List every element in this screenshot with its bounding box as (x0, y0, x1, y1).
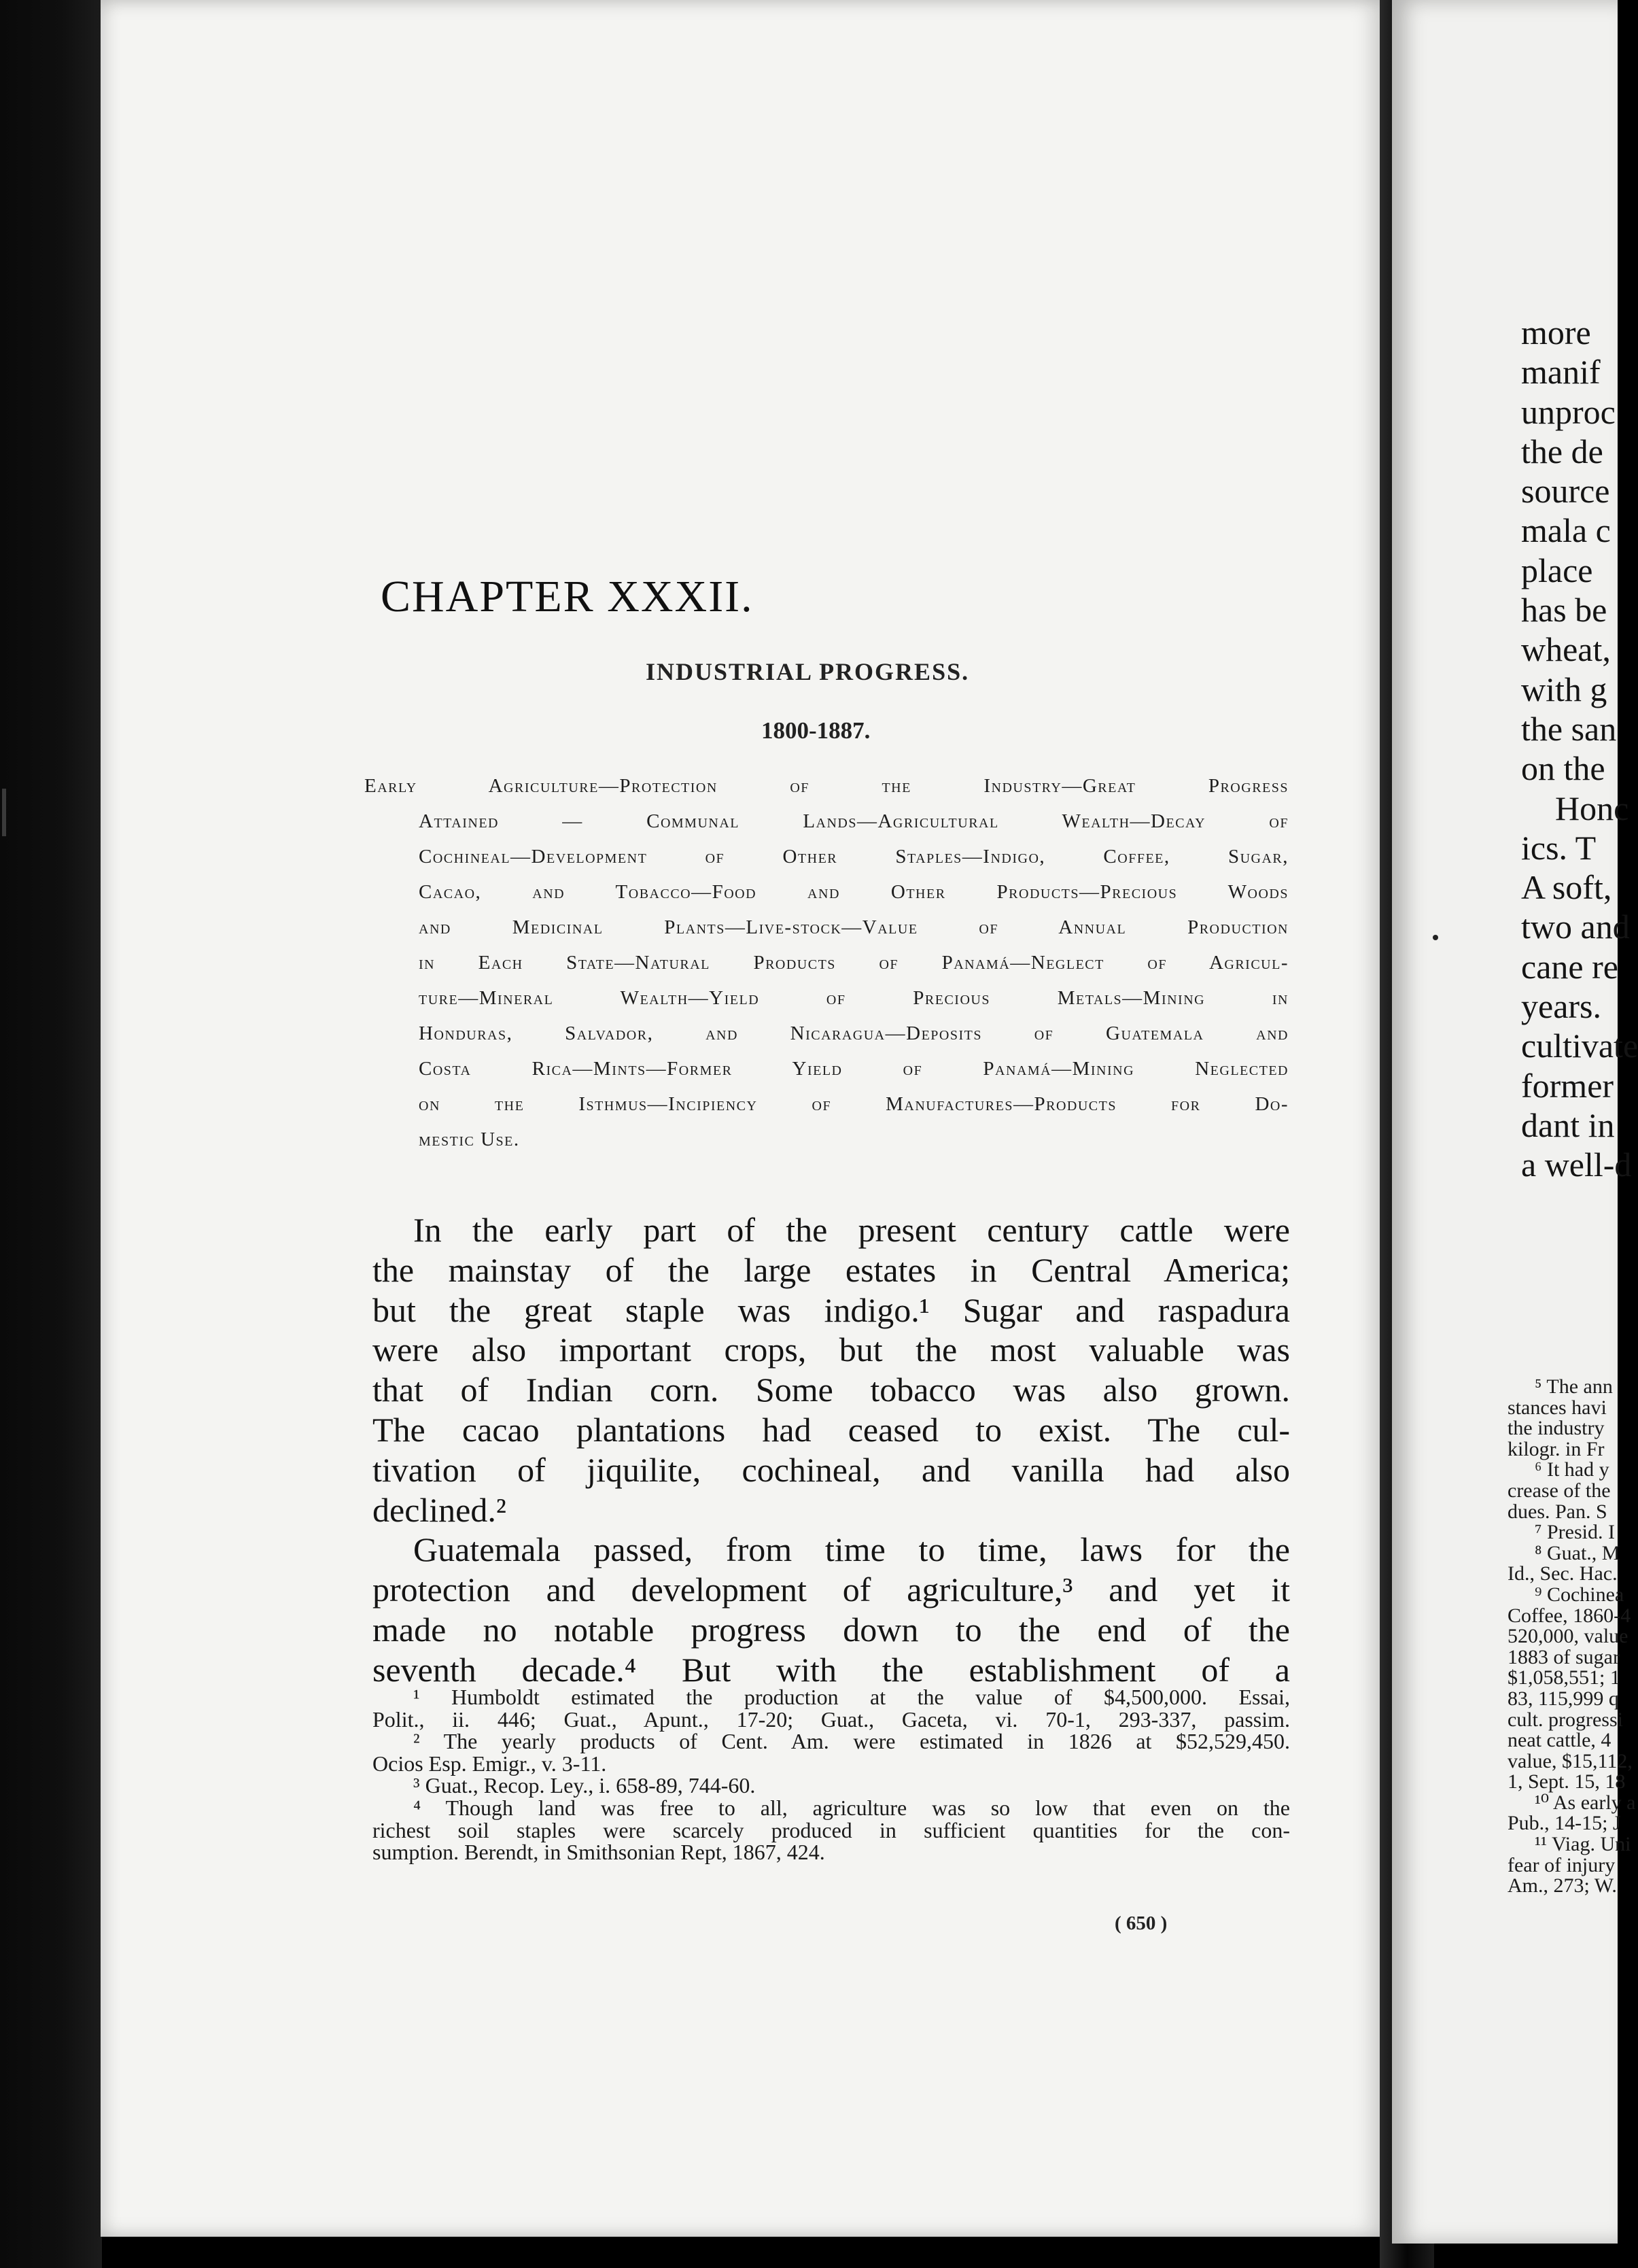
chapter-title: CHAPTER XXXII. (381, 572, 754, 621)
body-line: unproc (1521, 392, 1616, 431)
body-line: more (1521, 313, 1591, 351)
body-line: The cacao plantations had ceased to exist. The cul- (372, 1410, 1290, 1449)
body-line: the de (1521, 432, 1603, 470)
body-line: with g (1521, 670, 1607, 708)
scan-speck (1433, 935, 1438, 940)
footnote-line: 1, Sept. 15, 18 (1508, 1770, 1626, 1793)
synopsis-line: mestic Use. (419, 1129, 520, 1150)
footnote-line: Am., 273; W. (1508, 1874, 1617, 1897)
scan-artifact (2, 789, 6, 836)
synopsis-line: Cochineal—Development of Other Staples—Indigo, Coffee, Sugar, (419, 846, 1289, 867)
footnote-line: ¹¹ Viag. Uni (1535, 1833, 1631, 1856)
footnote-line: sumption. Berendt, in Smithsonian Rept, 1867, 424. (372, 1840, 825, 1865)
body-line: tivation of jiquilite, cochineal, and vanilla had also (372, 1450, 1290, 1489)
footnote-line: Id., Sec. Hac. (1508, 1562, 1618, 1585)
footnote-line: ⁶ It had y (1535, 1458, 1609, 1481)
footnote-line: 83, 115,999 q (1508, 1687, 1619, 1710)
footnote-line: Ocios Esp. Emigr., v. 3-11. (372, 1751, 607, 1776)
body-line: made no notable progress down to the end of the (372, 1610, 1290, 1649)
footnote-line: ⁴ Though land was free to all, agriculture was so low that even on the (413, 1795, 1290, 1820)
body-line: Guatemala passed, from time to time, laws for the (413, 1530, 1290, 1569)
chapter-dates: 1800-1887. (761, 717, 871, 744)
body-line: cane re (1521, 947, 1618, 986)
body-line: protection and development of agriculture,³ and yet it (372, 1570, 1290, 1609)
footnote-line: neat cattle, 4 (1508, 1729, 1611, 1752)
footnote-line: ⁵ The ann (1535, 1375, 1613, 1398)
footnote-line: richest soil staples were scarcely produced in sufficient quantities for the con- (372, 1817, 1290, 1842)
footnote-line: cult. progressi (1508, 1708, 1623, 1731)
chapter-synopsis (364, 768, 1289, 1157)
right-page-footnotes (1508, 1377, 1635, 1897)
body-line: on the (1521, 749, 1605, 788)
footnote-line: ⁸ Guat., M (1535, 1541, 1620, 1564)
synopsis-line: Attained — Communal Lands—Agricultural Wealth—Decay of (419, 810, 1289, 832)
synopsis-line: in Each State—Natural Products of Panamá—Neglect of Agricul- (419, 952, 1289, 974)
footnote-line: dues. Pan. S (1508, 1500, 1607, 1523)
synopsis-line: ture—Mineral Wealth—Yield of Precious Metals—Mining in (419, 987, 1289, 1009)
body-line: place (1521, 551, 1593, 589)
body-line: wheat, (1521, 630, 1611, 669)
section-title: INDUSTRIAL PROGRESS. (646, 658, 970, 685)
footnote-line: ¹ Humboldt estimated the production at the value of $4,500,000. Essai, (413, 1685, 1290, 1709)
synopsis-line: and Medicinal Plants—Live-stock—Value of Annual Production (419, 916, 1289, 938)
footnote-line: ⁷ Presid. I (1535, 1521, 1615, 1544)
footnote-line: Polit., ii. 446; Guat., Apunt., 17-20; Guat., Gaceta, vi. 70-1, 293-337, passim. (372, 1706, 1290, 1732)
footnote-line: 520,000, value (1508, 1625, 1628, 1648)
body-line: ics. T (1521, 828, 1597, 867)
footnote-line: $1,058,551; 1 (1508, 1666, 1620, 1689)
body-line: source (1521, 472, 1610, 511)
footnote-line: Coffee, 1860-4 (1508, 1604, 1631, 1627)
scan-border-left (0, 0, 102, 2268)
body-line: former (1521, 1066, 1614, 1105)
body-line: that of Indian corn. Some tobacco was also grown. (372, 1371, 1290, 1409)
footnote-line: ¹⁰ As early a (1535, 1791, 1636, 1814)
body-line: manif (1521, 353, 1601, 392)
footnotes (372, 1686, 1290, 1863)
body-line: mala c (1521, 511, 1611, 550)
body-line: In the early part of the present century cattle were (413, 1211, 1290, 1249)
right-page (1392, 0, 1638, 2244)
body-line: the san (1521, 709, 1617, 748)
body-line: has be (1521, 591, 1607, 630)
body-line: Honc (1555, 789, 1629, 827)
footnote-line: crease of the (1508, 1479, 1611, 1502)
body-line: but the great staple was indigo.¹ Sugar and raspadura (372, 1290, 1290, 1329)
footnote-line: ² The yearly products of Cent. Am. were estimated in 1826 at $52,529,450. (413, 1729, 1290, 1754)
footnote-line: value, $15,112, (1508, 1749, 1633, 1772)
body-line: dant in (1521, 1105, 1615, 1144)
body-line: years. (1521, 987, 1601, 1026)
footnote-line: ⁹ Cochinea (1535, 1583, 1624, 1606)
footnote-line: stances havi (1508, 1396, 1607, 1419)
body-line: a well-d (1521, 1146, 1632, 1184)
synopsis-line: Costa Rica—Mints—Former Yield of Panamá—Mining Neglected (419, 1058, 1289, 1080)
synopsis-line: on the Isthmus—Incipiency of Manufactures—Products for Do- (419, 1093, 1289, 1115)
page-number: ( 650 ) (1115, 1912, 1168, 1934)
body-line: declined.² (372, 1490, 506, 1529)
body-line: seventh decade.⁴ But with the establishment of a (372, 1650, 1290, 1689)
body-line: the mainstay of the large estates in Central America; (372, 1250, 1290, 1289)
body-line: A soft, (1521, 868, 1612, 907)
footnote-line: kilogr. in Fr (1508, 1437, 1605, 1460)
synopsis-line: Cacao, and Tobacco—Food and Other Products—Precious Woods (419, 881, 1289, 903)
body-line: cultivate (1521, 1027, 1638, 1065)
body-line: two and (1521, 908, 1630, 946)
right-page-body (1521, 313, 1638, 1185)
body-line: were also important crops, but the most valuable was (372, 1330, 1290, 1369)
footnote-line: the industry (1508, 1417, 1605, 1440)
footnote-line: 1883 of sugar (1508, 1645, 1620, 1668)
footnote-line: ³ Guat., Recop. Ley., i. 658-89, 744-60. (413, 1773, 756, 1798)
synopsis-line: Honduras, Salvador, and Nicaragua—Deposits of Guatemala and (419, 1023, 1289, 1044)
footnote-line: fear of injury (1508, 1853, 1616, 1876)
footnote-line: Pub., 14-15; J (1508, 1812, 1621, 1835)
synopsis-line: Early Agriculture—Protection of the Industry—Great Progress (364, 775, 1289, 797)
body-paragraphs (372, 1210, 1290, 1690)
